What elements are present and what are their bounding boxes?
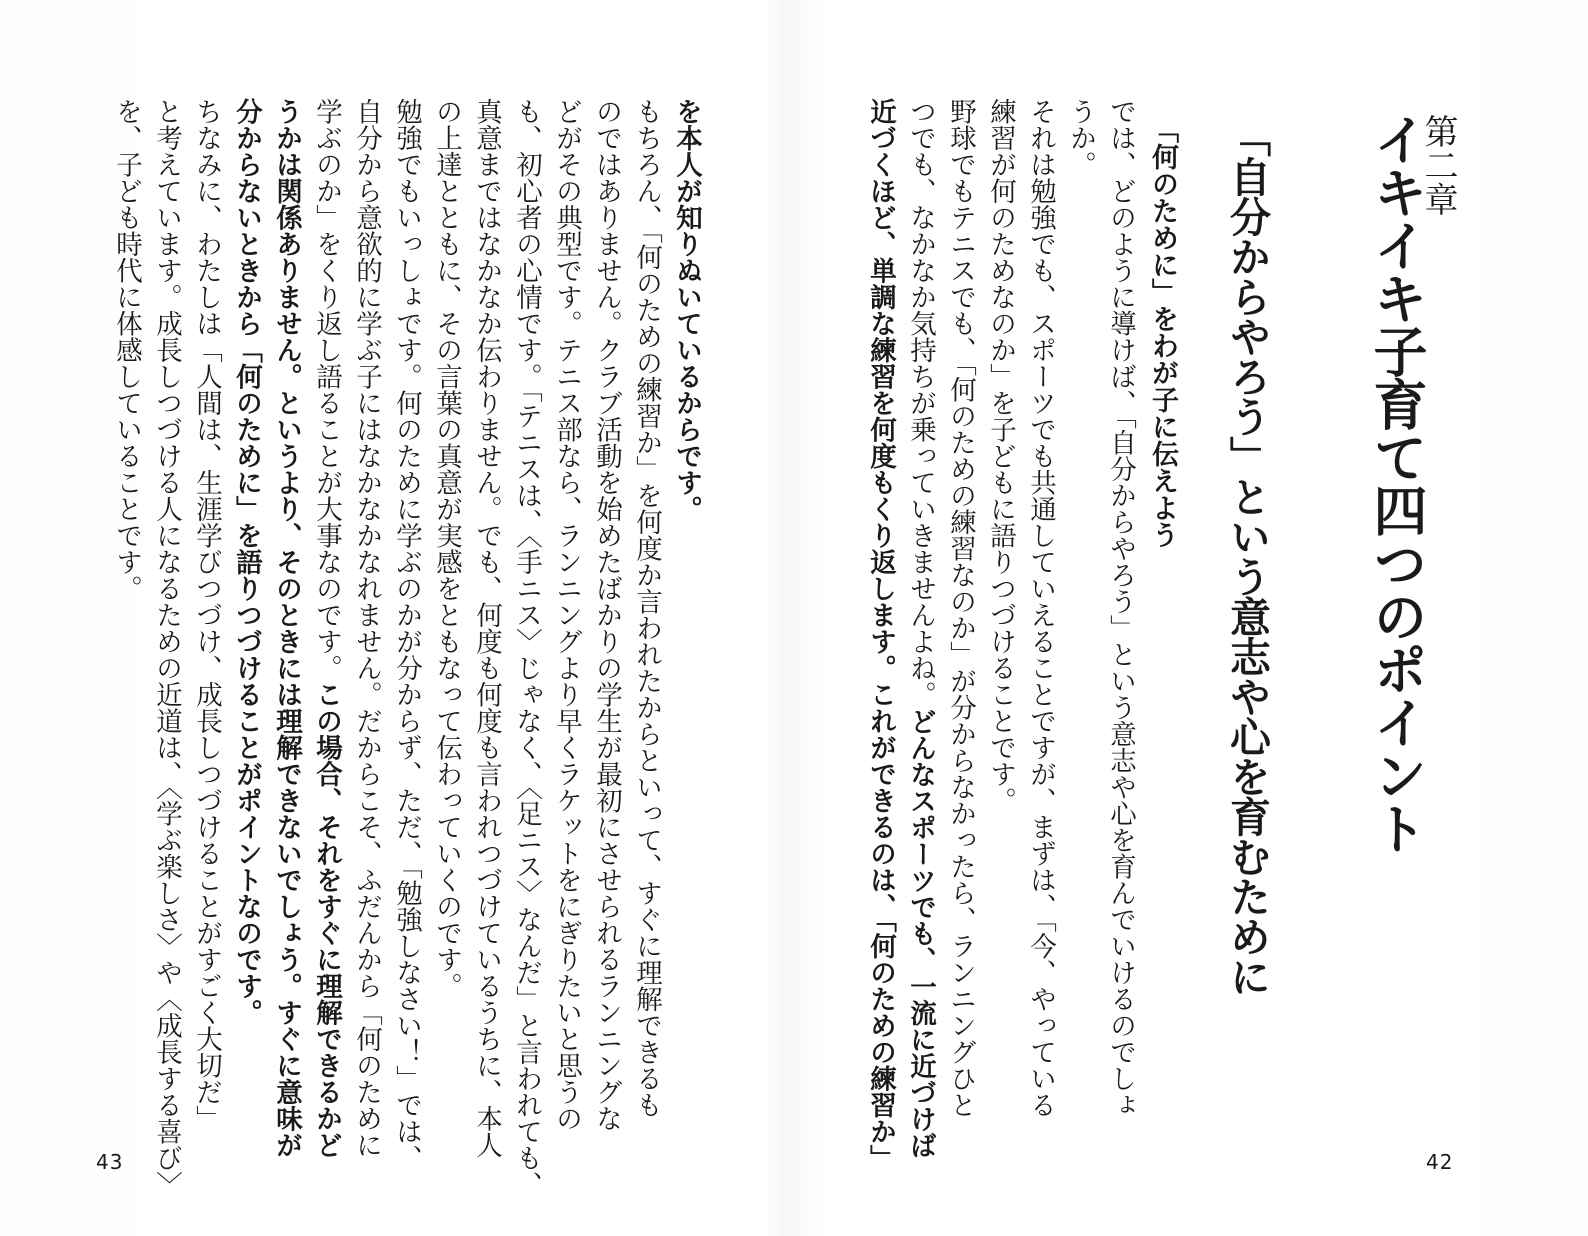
subheading: 「何のために」をわが子に伝えよう	[1147, 116, 1178, 548]
text-run: と考えています。成長しつづける人になるための近道は、〈学ぶ楽しさ〉や〈成長する喜び〉	[151, 98, 182, 1198]
emphasized-text: 近づくほど、単調な練習を何度もくり返します。これができるのは、「何のための練習か」	[865, 98, 896, 1172]
text-line	[666, 98, 706, 1198]
text-run: うか。	[1065, 98, 1096, 178]
text-line	[1060, 98, 1100, 1171]
left-page-body	[106, 98, 706, 1198]
text-line	[346, 98, 386, 1198]
text-run: 真意まではなかなか伝わりません。でも、何度も何度も言われつづけているうちに、本人	[471, 98, 502, 1158]
text-run: も、初心者の心情です。「テニスは、〈手ニス〉じゃなく、〈足ニス〉なんだ」と言われても、	[511, 98, 542, 1198]
text-run: 自分から意欲的に学ぶ子にはなかなかなれません。だからこそ、ふだんから「何のために	[351, 98, 382, 1158]
chapter-title: イキイキ子育て四つのポイント	[1365, 112, 1428, 854]
text-line	[626, 98, 666, 1198]
text-line	[386, 98, 426, 1198]
text-line	[266, 98, 306, 1198]
text-line	[1100, 98, 1140, 1171]
emphasized-text: どんなスポーツでも、一流に近づけば	[905, 707, 936, 1158]
text-line	[860, 98, 900, 1171]
text-line	[306, 98, 346, 1198]
right-page-body	[860, 98, 1140, 1171]
text-line	[586, 98, 626, 1198]
text-run: 勉強でもいっしょです。何のために学ぶのかが分からず、ただ、「勉強しなさい！」では、	[391, 98, 422, 1172]
text-run: つでも、なかなか気持ちが乗っていきませんよね。	[905, 98, 936, 708]
text-run: どがその典型です。テニス部なら、ランニングより早くラケットをにぎりたいと思うの	[551, 98, 582, 1132]
emphasized-text: を本人が知りぬいているからです。	[671, 98, 702, 522]
emphasized-text: この場合、それをすぐに理解できるかど	[311, 681, 342, 1158]
text-line	[940, 98, 980, 1171]
text-line	[1020, 98, 1060, 1171]
text-run: では、どのように導けば、「自分からやろう」という意志や心を育んでいけるのでしょ	[1105, 98, 1136, 1119]
text-line	[466, 98, 506, 1198]
text-line	[186, 98, 226, 1198]
text-run: 練習が何のためなのか」を子どもに語りつづけることです。	[985, 98, 1016, 814]
page-number: 43	[96, 1150, 124, 1174]
text-line	[980, 98, 1020, 1171]
text-run: 学ぶのか」をくり返し語ることが大事なのです。	[311, 98, 342, 681]
text-run: 野球でもテニスでも、「何のための練習なのか」が分からなかったら、ランニングひと	[945, 98, 976, 1119]
text-line	[226, 98, 266, 1198]
text-run: のではありません。クラブ活動を始めたばかりの学生が最初にさせられるランニングな	[591, 98, 622, 1132]
text-run: それは勉強でも、スポーツでも共通していえることですが、まずは、「今、やっている	[1025, 98, 1056, 1119]
text-line	[506, 98, 546, 1198]
emphasized-text: うかは関係ありません。というより、そのときには理解できないでしょう。すぐに意味が	[271, 98, 302, 1158]
text-line	[900, 98, 940, 1171]
text-line	[146, 98, 186, 1198]
page-number: 42	[1426, 1150, 1454, 1174]
emphasized-text: 分からないときから「何のために」を語りつづけることがポイントなのです。	[231, 98, 262, 1026]
chapter-label: 第二章	[1418, 114, 1458, 216]
text-line	[106, 98, 146, 1198]
text-run: もちろん、「何のための練習か」を何度か言われたからといって、すぐに理解できるも	[631, 98, 662, 1119]
section-title: 「自分からやろう」という意志や心を育むために	[1223, 116, 1271, 996]
text-run: の上達とともに、その言葉の真意が実感をともなって伝わっていくのです。	[431, 98, 462, 999]
text-run: を、子ども時代に体感していることです。	[111, 98, 142, 602]
text-run: ちなみに、わたしは「人間は、生涯学びつづけ、成長しつづけることがすごく大切だ」	[191, 98, 222, 1132]
text-line	[546, 98, 586, 1198]
text-line	[426, 98, 466, 1198]
